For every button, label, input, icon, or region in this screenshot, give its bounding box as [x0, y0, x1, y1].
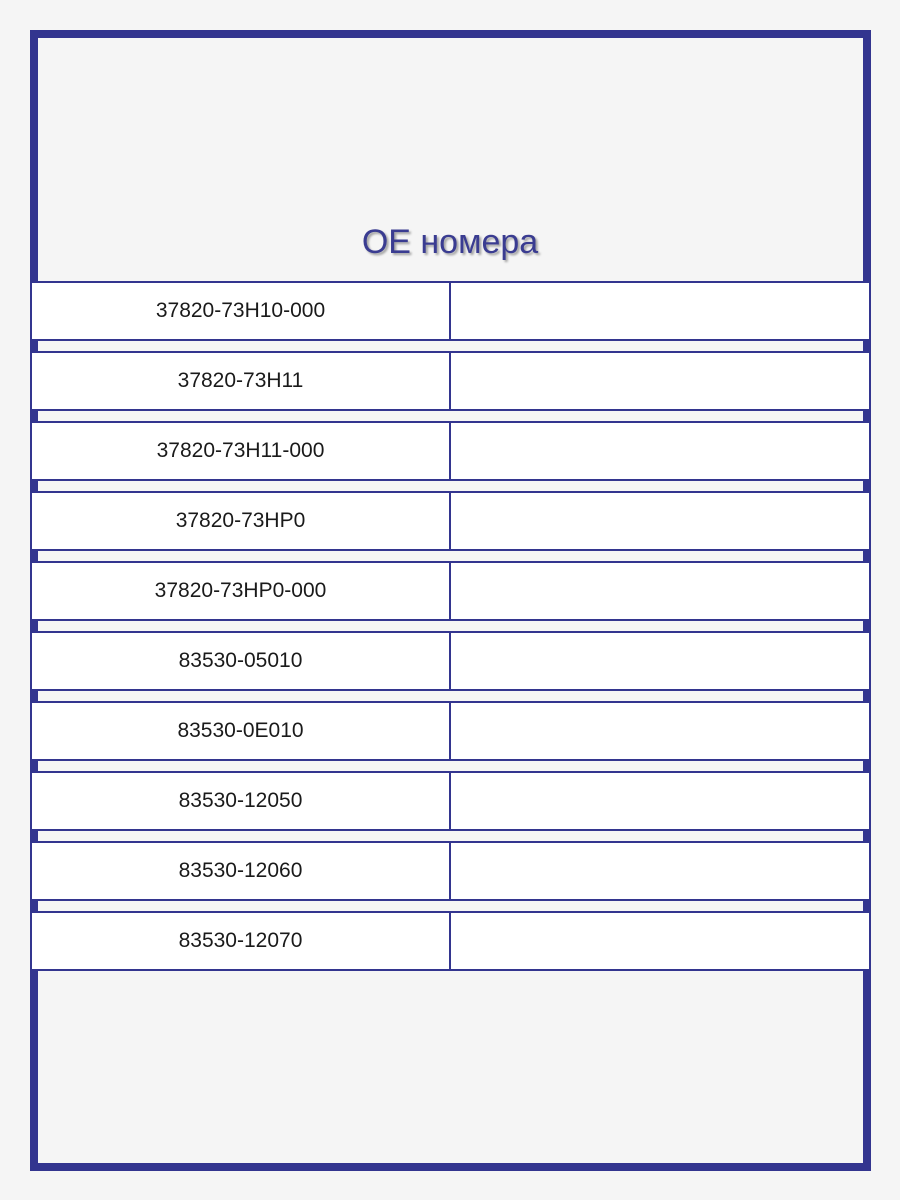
value-cell: [449, 351, 871, 411]
table-row: [30, 350, 871, 420]
value-cell: [449, 771, 871, 831]
oe-numbers-table: [30, 280, 871, 980]
oe-code-cell: 83530-05010: [30, 631, 451, 691]
value-cell: [449, 561, 871, 621]
oe-code-cell: 37820-73HP0: [30, 491, 451, 551]
value-cell: [449, 911, 871, 971]
oe-code-cell: 37820-73H11-000: [30, 421, 451, 481]
table-row: [30, 910, 871, 980]
table-row: [30, 280, 871, 350]
value-cell: [449, 631, 871, 691]
table-row: [30, 700, 871, 770]
table-row: [30, 420, 871, 490]
oe-code-cell: 83530-12070: [30, 911, 451, 971]
table-row: [30, 630, 871, 700]
oe-code-cell: 37820-73H10-000: [30, 281, 451, 341]
page-title: OE номера: [361, 223, 539, 261]
value-cell: [449, 281, 871, 341]
value-cell: [449, 421, 871, 481]
oe-code-cell: 83530-0E010: [30, 701, 451, 761]
table-row: [30, 560, 871, 630]
value-cell: [449, 841, 871, 901]
table-row: [30, 840, 871, 910]
table-row: [30, 490, 871, 560]
oe-code-cell: 83530-12050: [30, 771, 451, 831]
table-row: [30, 770, 871, 840]
value-cell: [449, 491, 871, 551]
value-cell: [449, 701, 871, 761]
oe-code-cell: 37820-73HP0-000: [30, 561, 451, 621]
oe-code-cell: 37820-73H11: [30, 351, 451, 411]
oe-code-cell: 83530-12060: [30, 841, 451, 901]
